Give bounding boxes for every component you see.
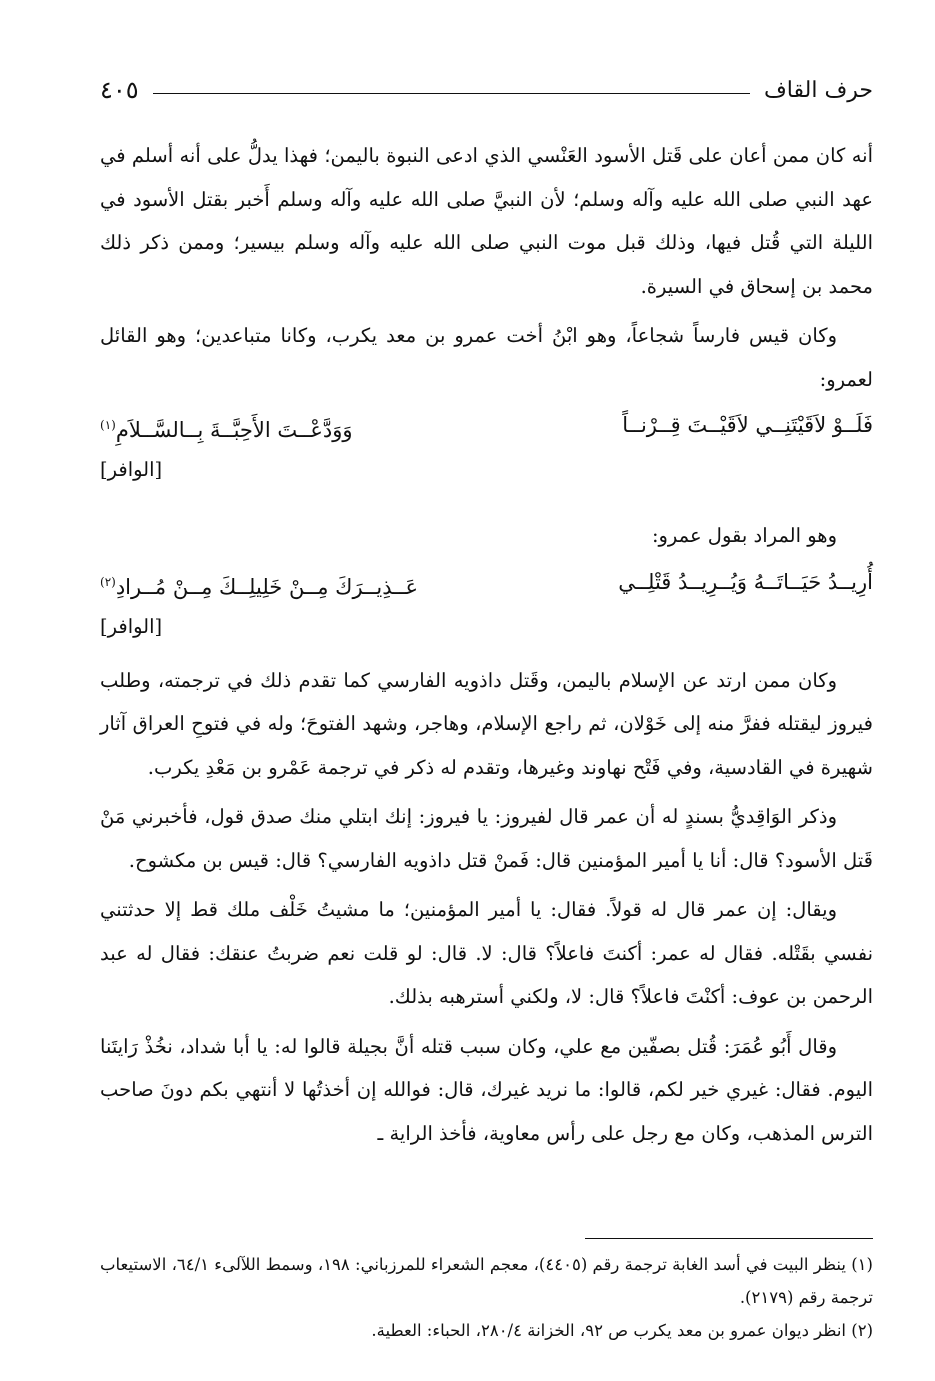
paragraph: وكان قيس فارساً شجاعاً، وهو ابْنُ أخت عمرو بن معد يكرب، وكانا متباعدين؛ وهو القائل لعمرو: (100, 324, 873, 391)
poetic-meter: [الوافر] (100, 458, 163, 481)
footnote: (٢) انظر ديوان عمرو بن معد يكرب ص ٩٢، الخزانة ٢٨٠/٤، الحباء: العطية. (371, 1321, 873, 1340)
poem-verse (100, 560, 873, 609)
chapter-title: حرف القاف (764, 77, 873, 103)
page-number: ٤٠٥ (100, 76, 139, 104)
verse-hemistich: أُرِيــدُ حَيَــاتَــهُ وَيُــرِيــدُ قَتْلِــي (618, 569, 873, 594)
verse-hemistich: فَلَــوْ لاَقَيْتَنِــي لاَقَيْــتَ قِــرْنــاً (622, 413, 873, 437)
footnotes (100, 1248, 873, 1347)
poem-verse (100, 403, 873, 452)
verse-hemistich: عَــذِيــرَكَ مِــنْ خَلِيلِــكَ مِــنْ مُــرادِ$^{(٢)}$ (100, 574, 419, 599)
paragraph: وهو المراد بقول عمرو: (651, 524, 837, 547)
paragraph: وذكر الوَاقِديُّ بسندٍ له أن عمر قال لفيروز: يا فيروز: إنك ابتلي منك صدق قول، فأخبرني مَنْ قَتل الأسود؟ قال: أنا يا أمير المؤمنين قال: فَمنْ قتل داذويه الفارسي؟ قال: قيس بن مكشوح. (100, 805, 873, 872)
footnote-rule (585, 1238, 873, 1239)
page-header (100, 70, 873, 110)
poetic-meter: [الوافر] (100, 614, 163, 638)
footnote-ref: (١) (100, 418, 116, 432)
verse-hemistich: وَوَدَّعْــتَ الأَحِبَّــةَ بِــالسَّــلاَمِ$^{(١)}$ (100, 418, 353, 442)
footnote: (١) ينظر البيت في أسد الغابة ترجمة رقم (٤٤٠٥)، معجم الشعراء للمرزباني: ١٩٨، وسمط اللآلىء ٦٤/١، الاستيعاب ترجمة رقم (٢١٧٩). (100, 1255, 873, 1307)
paragraph: وقال أَبُو عُمَرَ: قُتل بصفّين مع علي، وكان سبب قتله أنَّ بجيلة قالوا له: يا أبا شداد، نخُذْ رَايتَنا اليوم. فقال: غيري خير لكم، قالوا: ما نريد غيرك، قال: فوالله إن أخذتُها لا أنتهي بكم دونَ صاحب الترس المذهب، وكان مع رجل على رأس معاوية، فأخذ الراية ـ (100, 1034, 873, 1145)
paragraph: أنه كان ممن أعان على قَتل الأسود العَنْسي الذي ادعى النبوة باليمن؛ فهذا يدلُّ على أنه أسلم في عهد النبي صلى الله عليه وآله وسلم؛ لأن النبيَّ صلى الله عليه وآله وسلم أَخبر بقتل الأسود في الليلة التي قُتل فيها، وذلك قبل موت النبي صلى الله عليه وآله وسلم بيسير؛ وممن ذكر ذلك محمد بن إسحاق في السيرة. (100, 144, 873, 298)
header-rule (153, 93, 750, 94)
paragraph: وكان ممن ارتد عن الإسلام باليمن، وقَتل داذويه الفارسي كما تقدم ذلك في ترجمته، وطلب فيروز ليقتله ففرَّ منه إلى خَوْلان، ثم راجع الإسلام، وهاجر، وشهد الفتوحَ؛ وله في فتوحِ العراق آثار شهيرة في القادسية، وفي فَتْح نهاوند وغيرها، وتقدم له ذكر في ترجمة عَمْرو بن مَعْدِ يكرب. (100, 668, 873, 779)
footnote-ref: (٢) (100, 574, 116, 589)
paragraph: ويقال: إن عمر قال له قولاً. فقال: يا أمير المؤمنين؛ ما مشيتُ خَلْف ملك قط إلا حدثتني نفسي بقَتْله. فقال له عمر: أكنتَ فاعلاً؟ قال: لا. قال: لو قلت نعم ضربتُ عنقك: فقال له عبد الرحمن بن عوف: أكنْتَ فاعلاً؟ قال: لا، ولكني أسترهبه بذلك. (100, 898, 873, 1008)
page-body (100, 134, 873, 1155)
